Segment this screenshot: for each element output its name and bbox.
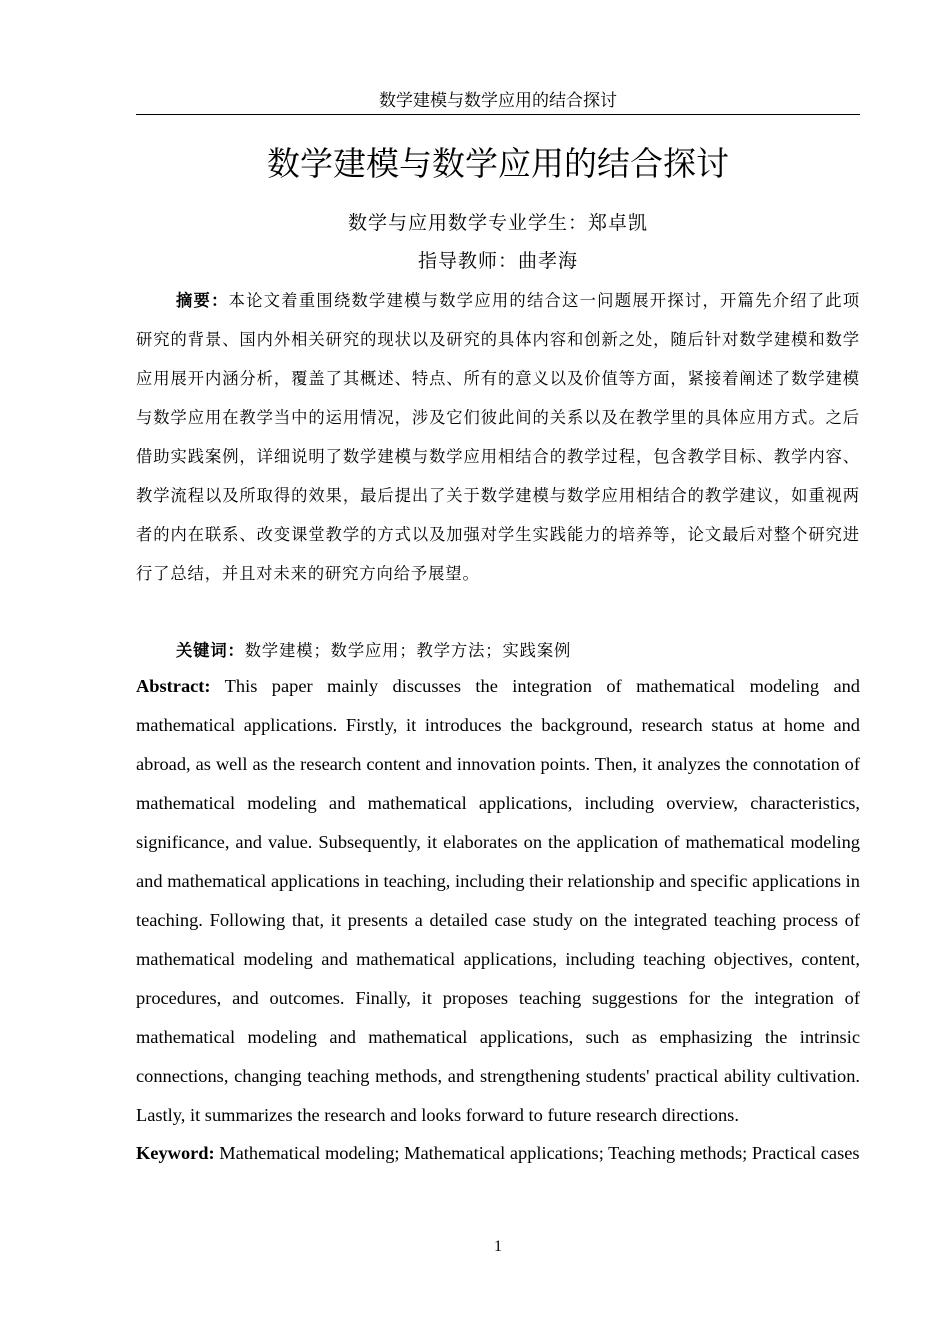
english-keywords <box>136 1134 860 1173</box>
english-abstract <box>136 667 860 1135</box>
chinese-keywords-text: 数学建模；数学应用；教学方法；实践案例 <box>244 641 572 660</box>
english-abstract-label: Abstract: <box>136 676 211 696</box>
english-keywords-text: Mathematical modeling; Mathematical applications; Teaching methods; Practical cases <box>219 1143 860 1163</box>
author-line: 数学与应用数学专业学生：郑卓凯 <box>347 212 648 234</box>
chinese-abstract-label: 摘要： <box>176 291 229 310</box>
header-rule <box>136 114 860 115</box>
english-abstract-text: This paper mainly discusses the integration of mathematical modeling and mathematical applications. Firstly, it introduces the background, research status at home and abroad, as well as the research content and innovation points. Then, it analyzes the connotation of mathematical modeling and mathematical applications, including overview, characteristics, significance, and value. Subsequently, it elaborates on the application of mathematical modeling and mathematical applications in teaching, including their relationship and specific applications in teaching. Following that, it presents a detailed case study on the integrated teaching process of mathematical modeling and mathematical applications, including teaching objectives, content, procedures, and outcomes. Finally, it proposes teaching suggestions for the integration of mathematical modeling and mathematical applications, such as emphasizing the intrinsic connections, changing teaching methods, and strengthening students' practical ability cultivation. Lastly, it summarizes the research and looks forward to future research directions. <box>136 676 861 1125</box>
paper-title: 数学建模与数学应用的结合探讨 <box>267 144 729 183</box>
chinese-abstract <box>136 281 860 593</box>
chinese-abstract-text: 本论文着重围绕数学建模与数学应用的结合这一问题展开探讨，开篇先介绍了此项研究的背景、国内外相关研究的现状以及研究的具体内容和创新之处，随后针对数学建模和数学应用展开内涵分析，覆盖了其概述、特点、所有的意义以及价值等方面，紧接着阐述了数学建模与数学应用在教学当中的运用情况，涉及它们彼此间的关系以及在教学里的具体应用方式。之后借助实践案例，详细说明了数学建模与数学应用相结合的教学过程，包含教学目标、教学内容、教学流程以及所取得的效果，最后提出了关于数学建模与数学应用相结合的教学建议，如重视两者的内在联系、改变课堂教学的方式以及加强对学生实践能力的培养等，论文最后对整个研究进行了总结，并且对未来的研究方向给予展望。 <box>136 291 861 583</box>
advisor-line: 指导教师：曲孝海 <box>417 250 578 272</box>
running-header: 数学建模与数学应用的结合探讨 <box>379 91 617 111</box>
chinese-keywords-label: 关键词： <box>176 641 245 660</box>
english-keywords-label: Keyword: <box>136 1143 215 1163</box>
chinese-keywords <box>136 631 860 670</box>
page-number: 1 <box>494 1238 502 1255</box>
